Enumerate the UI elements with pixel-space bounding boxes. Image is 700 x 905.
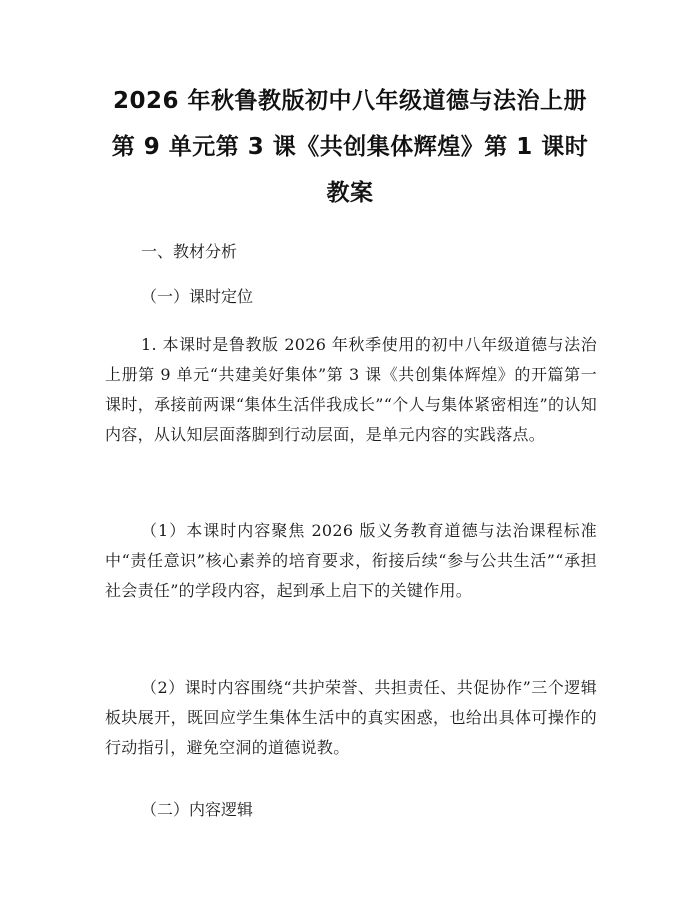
subsection-heading-lesson-positioning: （一）课时定位 [141,287,254,306]
document-title [90,78,610,216]
subsection-heading-content-logic: （二）内容逻辑 [141,800,254,819]
paragraph-core-literacy: （1）本课时内容聚焦 2026 版义务教育道德与法治课程标准中“责任意识”核心素养的培育要求，衔接后续“参与公共生活”“承担社会责任”的学段内容，起到承上启下的关键作用。 [105,521,597,600]
title-line-3: 教案 [326,180,374,206]
title-line-2: 第 9 单元第 3 课《共创集体辉煌》第 1 课时 [111,134,589,160]
title-line-1: 2026 年秋鲁教版初中八年级道德与法治上册 [112,88,588,114]
paragraph-content-blocks: （2）课时内容围绕“共护荣誉、共担责任、共促协作”三个逻辑板块展开，既回应学生集体生活中的真实困惑，也给出具体可操作的行动指引，避免空洞的道德说教。 [105,678,597,757]
section-heading-textbook-analysis: 一、教材分析 [141,242,238,261]
paragraph-lesson-position: 1. 本课时是鲁教版 2026 年秋季使用的初中八年级道德与法治上册第 9 单元“共建美好集体”第 3 课《共创集体辉煌》的开篇第一课时，承接前两课“集体生活伴我成长”“个人与集体紧密相连”的认知内容，从认知层面落脚到行动层面，是单元内容的实践落点。 [105,335,597,444]
